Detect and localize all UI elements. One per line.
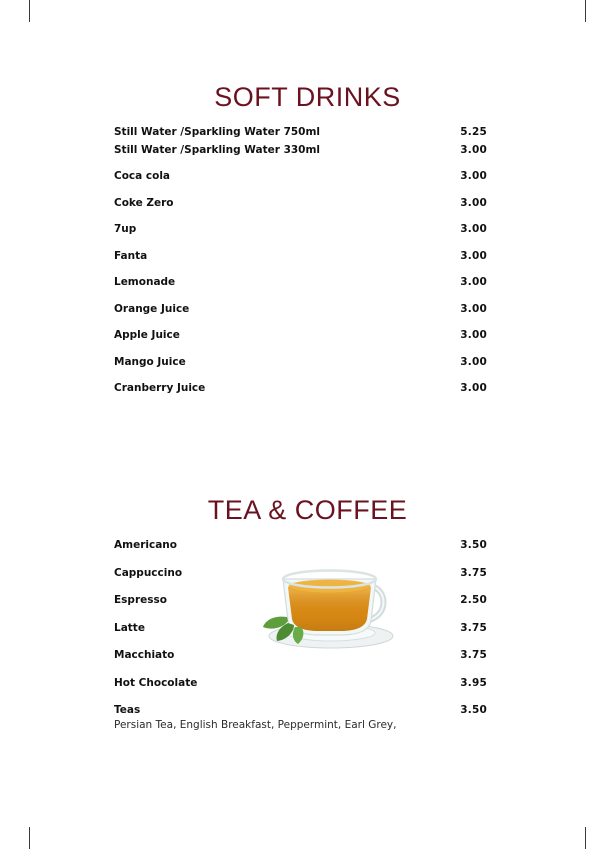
menu-item-label: 7up [114, 223, 137, 235]
soft-drinks-item-list [105, 127, 510, 394]
menu-item-price: 3.75 [460, 566, 487, 579]
tea-coffee-item-list [105, 540, 510, 731]
menu-item-price: 3.00 [460, 276, 487, 288]
menu-item-price: 2.50 [460, 594, 487, 606]
section-title-tea-and-coffee: TEA & COFFEE [207, 495, 408, 525]
section-tea-and-coffee [105, 495, 510, 731]
menu-item-price: 3.00 [460, 382, 487, 394]
menu-item-label: Orange Juice [114, 302, 190, 315]
menu-item-price: 5.25 [460, 126, 487, 138]
menu-item-label: Hot Chocolate [114, 676, 198, 689]
menu-item-row [105, 330, 510, 341]
menu-item-price: 3.50 [460, 539, 487, 551]
menu-item-row [105, 595, 510, 606]
menu-item-label: Lemonade [114, 276, 176, 288]
menu-item-row [105, 171, 510, 182]
menu-item-row [105, 145, 510, 156]
menu-item-price: 3.00 [460, 302, 487, 315]
menu-item-row [105, 127, 510, 138]
menu-item-price: 3.00 [460, 329, 487, 341]
section-title-soft-drinks: SOFT DRINKS [214, 82, 401, 112]
crop-mark-bottom-right [585, 827, 586, 849]
menu-item-price: 3.00 [460, 143, 487, 156]
menu-item-row [105, 224, 510, 235]
menu-item-row [105, 705, 510, 716]
crop-mark-top-right [585, 0, 586, 22]
menu-item-price: 3.00 [460, 355, 487, 368]
menu-item-row [105, 251, 510, 262]
menu-item-row [105, 623, 510, 634]
menu-item-label: Macchiato [114, 649, 175, 661]
menu-item-row [105, 678, 510, 689]
menu-item-label: Teas [114, 704, 141, 716]
menu-item-price: 3.95 [460, 676, 487, 689]
crop-mark-top-left [29, 0, 30, 22]
menu-item-row [105, 383, 510, 394]
menu-item-row [105, 540, 510, 551]
menu-item-price: 3.75 [460, 649, 487, 661]
menu-item-row [105, 198, 510, 209]
menu-item-label: Latte [114, 621, 145, 634]
menu-item-row [105, 568, 510, 579]
menu-item-label: Espresso [114, 594, 167, 606]
tea-varieties-note: Persian Tea, English Breakfast, Peppermint, Earl Grey, [114, 718, 397, 731]
menu-item-price: 3.00 [460, 196, 487, 209]
menu-item-row [105, 357, 510, 368]
menu-item-label: Fanta [114, 249, 148, 262]
menu-item-label: Still Water /Sparkling Water 750ml [114, 126, 321, 138]
menu-item-label: Coca cola [114, 170, 171, 182]
menu-item-row [105, 650, 510, 661]
menu-item-label: Americano [114, 539, 177, 551]
menu-item-price: 3.00 [460, 223, 487, 235]
menu-item-row [105, 277, 510, 288]
menu-item-label: Cranberry Juice [114, 382, 206, 394]
menu-item-label: Mango Juice [114, 355, 186, 368]
menu-item-price: 3.50 [460, 704, 487, 716]
crop-mark-bottom-left [29, 827, 30, 849]
section-soft-drinks [105, 82, 510, 410]
menu-item-label: Still Water /Sparkling Water 330ml [114, 143, 321, 156]
menu-item-price: 3.00 [460, 170, 487, 182]
menu-item-label: Apple Juice [114, 329, 180, 341]
menu-item-row [105, 304, 510, 315]
menu-item-price: 3.75 [460, 621, 487, 634]
menu-item-label: Coke Zero [114, 196, 174, 209]
menu-item-label: Cappuccino [114, 566, 183, 579]
menu-item-price: 3.00 [460, 249, 487, 262]
